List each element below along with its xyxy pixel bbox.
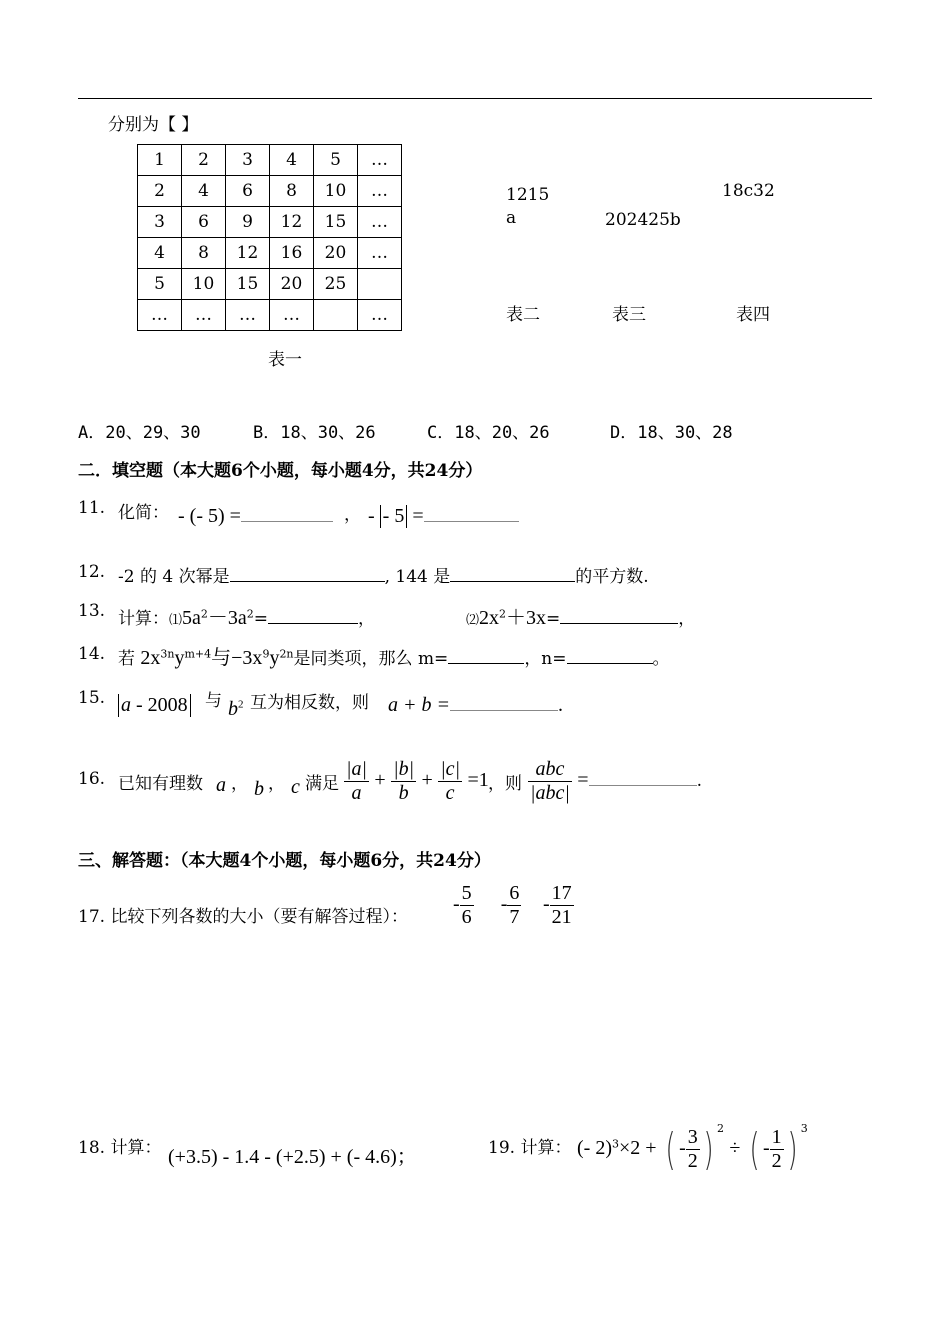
table-three-text: 202425b: [605, 210, 681, 230]
table-cell: …: [182, 300, 226, 331]
table-cell: 15: [314, 207, 358, 238]
table-row: [138, 238, 402, 269]
table-cell: [314, 300, 358, 331]
table-cell: …: [358, 300, 402, 331]
q16-comma1: ，: [231, 774, 248, 794]
table-four-caption: 表四: [736, 305, 770, 325]
q16-text2: 满足: [305, 774, 339, 794]
table-row: [138, 300, 402, 331]
table-one-caption: 表一: [268, 350, 302, 370]
table-cell: …: [358, 176, 402, 207]
table-four-text: 18c32: [722, 181, 775, 201]
option-d: D．18、30、28: [610, 423, 733, 443]
q19-expr: (- 2)$^3$×2 + ( - $\frac{3}{2}$ ) $^2$ ÷ ( - $\frac{1}{2}$ ) $^3$: [577, 1122, 808, 1175]
question-tail: 分别为【 】: [108, 115, 199, 135]
table-cell: 2: [138, 176, 182, 207]
q16-condition: $\frac{|a|}{a}$ + $\frac{|b|}{b}$ + $\frac{|c|}{c}$ =1: [346, 758, 489, 804]
table-cell: 20: [314, 238, 358, 269]
table-cell: 3: [138, 207, 182, 238]
table-cell: …: [358, 145, 402, 176]
table-cell: 9: [226, 207, 270, 238]
q18-expr: (+3.5) - 1.4 - (+2.5) + (- 4.6)；: [168, 1146, 417, 1168]
table-row: [138, 207, 402, 238]
q15-text: 互为相反数，则: [250, 693, 369, 713]
q12-number: 12.: [78, 562, 106, 582]
table-cell: 1: [138, 145, 182, 176]
q16-c: c: [291, 776, 300, 798]
q14-text: 若 $2x^{3n}y^{m+4}$与$-3x^9y^{2n}$是同类项，那么 m= ，n= 。: [118, 647, 670, 669]
q15-b: $b^2$: [228, 698, 244, 720]
q13-part2: $⑵2x^2+3x=$ ，: [466, 607, 696, 629]
table-cell: 10: [182, 269, 226, 300]
q16-a: a: [216, 774, 226, 796]
section-three-title: 三、解答题：（本大题4个小题，每小题6分，共24分）: [78, 851, 491, 871]
table-cell: 4: [182, 176, 226, 207]
q17-text: 17. 比较下列各数的大小（要有解答过程）：: [78, 907, 408, 927]
table-cell: 5: [138, 269, 182, 300]
table-one: [137, 144, 402, 331]
table-cell: 6: [182, 207, 226, 238]
header-rule: [78, 98, 872, 99]
q19-text: 19. 计算：: [488, 1138, 572, 1158]
table-cell: 10: [314, 176, 358, 207]
q16-comma2: ，: [268, 774, 285, 794]
table-cell: 3: [226, 145, 270, 176]
q11-label: 化简：: [118, 503, 169, 523]
q13-part1: 计算：$⑴5a^2-3a^2=$ ，: [118, 607, 376, 629]
table-row: [138, 145, 402, 176]
table-cell: …: [226, 300, 270, 331]
table-cell: 6: [226, 176, 270, 207]
q16-number: 16.: [78, 769, 106, 789]
table-cell: 5: [314, 145, 358, 176]
q16-b: b: [254, 778, 264, 800]
table-two-caption: 表二: [506, 305, 540, 325]
table-cell: 20: [270, 269, 314, 300]
table-cell: 15: [226, 269, 270, 300]
table-cell: …: [358, 207, 402, 238]
q11-expr2: - - 5 =: [368, 505, 519, 528]
table-cell: 12: [226, 238, 270, 269]
q15-expr: a + b = .: [388, 694, 563, 716]
table-cell: 2: [182, 145, 226, 176]
table-cell: …: [138, 300, 182, 331]
q15-abs-expr: a - 2008: [118, 694, 191, 717]
table-cell: 4: [138, 238, 182, 269]
table-row: [138, 176, 402, 207]
table-cell: …: [270, 300, 314, 331]
option-a: A．20、29、30: [78, 423, 201, 443]
q16-text3: ，则: [488, 774, 522, 794]
q11-sep: ，: [344, 505, 361, 525]
q15-number: 15.: [78, 688, 106, 708]
q11-expr1: - (- 5) =: [178, 505, 333, 528]
q14-number: 14.: [78, 644, 106, 664]
table-two-text-1: 1215: [506, 185, 550, 205]
q17-numbers: - $\frac{5}{6}$ - $\frac{6}{7}$ - $\frac{17}{21}$: [453, 882, 572, 928]
option-b: B．18、30、26: [253, 423, 376, 443]
table-three-caption: 表三: [612, 305, 646, 325]
q12-text: -2 的 4 次幂是 , 144 是 的平方数.: [118, 567, 649, 587]
option-c: C．18、20、26: [427, 423, 550, 443]
q16-text1: 已知有理数: [118, 774, 203, 794]
table-two-text-2: a: [506, 208, 517, 228]
table-cell: 25: [314, 269, 358, 300]
section-two-title: 二．填空题（本大题6个小题，每小题4分，共24分）: [78, 461, 483, 481]
q15-yu: 与: [205, 691, 222, 711]
table-cell: 8: [182, 238, 226, 269]
q13-number: 13.: [78, 601, 106, 621]
table-cell: 8: [270, 176, 314, 207]
table-cell: [358, 269, 402, 300]
table-cell: …: [358, 238, 402, 269]
table-cell: 12: [270, 207, 314, 238]
q11-number: 11.: [78, 498, 106, 518]
table-cell: 16: [270, 238, 314, 269]
table-row: [138, 269, 402, 300]
table-cell: 4: [270, 145, 314, 176]
q16-result: $\frac{\text{abc}}{\text{|abc|}}$ = .: [530, 758, 702, 804]
q18-text: 18. 计算：: [78, 1138, 162, 1158]
